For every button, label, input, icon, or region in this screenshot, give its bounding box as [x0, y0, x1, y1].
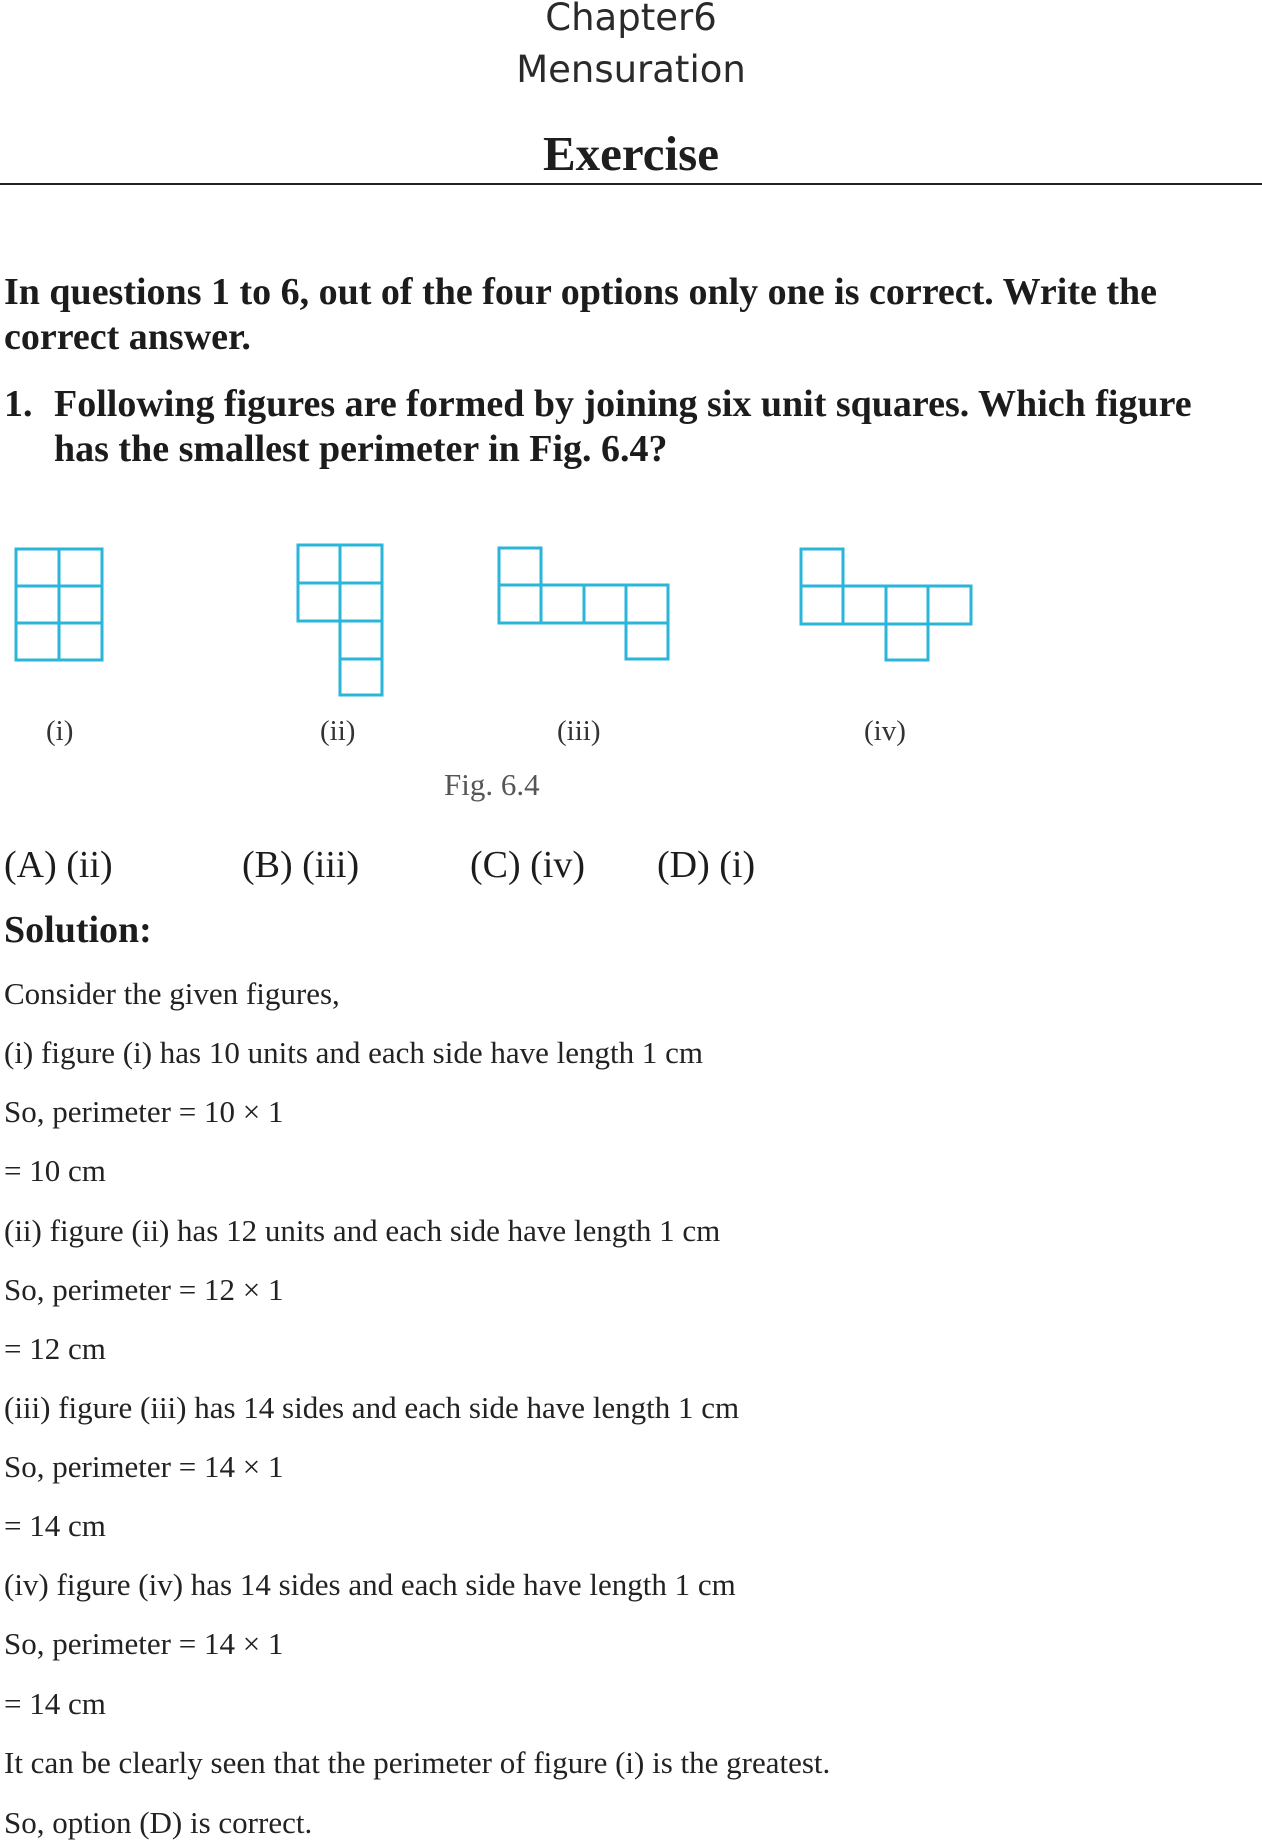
figure-label-iv: (iv) [864, 715, 906, 747]
option-d: (D) (i) [657, 844, 756, 886]
option-a: (A) (ii) [4, 844, 113, 886]
figure-iii-shape [499, 548, 668, 659]
solution-line: (iv) figure (iv) has 14 sides and each side have length 1 cm [4, 1567, 736, 1602]
solution-line: (iii) figure (iii) has 14 sides and each side have length 1 cm [4, 1390, 740, 1425]
solution-heading: Solution: [4, 909, 152, 951]
instructions-text: In questions 1 to 6, out of the four options only one is correct. Write the correct answer. [4, 271, 1158, 358]
chapter-subject: Mensuration [516, 48, 746, 91]
figure-label-i: (i) [46, 715, 74, 747]
question-text-line1: Following figures are formed by joining six unit squares. Which figure [54, 383, 1192, 425]
solution-line: = 14 cm [4, 1686, 106, 1721]
question-number: 1. [4, 383, 33, 425]
chapter-label: Chapter6 [545, 0, 717, 39]
question-text-line2: has the smallest perimeter in Fig. 6.4? [54, 428, 668, 470]
option-b: (B) (iii) [242, 844, 360, 886]
figure-label-iii: (iii) [557, 715, 601, 747]
figure-iv-shape [801, 549, 971, 660]
solution-line: (i) figure (i) has 10 units and each side have length 1 cm [4, 1035, 703, 1070]
solution-line: = 14 cm [4, 1508, 106, 1543]
option-c: (C) (iv) [470, 844, 586, 886]
solution-line: It can be clearly seen that the perimeter of figure (i) is the greatest. [4, 1745, 831, 1780]
solution-line: So, perimeter = 14 × 1 [4, 1449, 284, 1484]
solution-line: So, option (D) is correct. [4, 1805, 313, 1840]
figure-caption: Fig. 6.4 [444, 767, 540, 802]
solution-line: So, perimeter = 12 × 1 [4, 1272, 284, 1307]
solution-line: Consider the given figures, [4, 976, 340, 1011]
solution-line: = 10 cm [4, 1153, 106, 1188]
figure-i [0, 0, 1262, 800]
figure-ii-shape [298, 545, 382, 695]
solution-line: So, perimeter = 10 × 1 [4, 1094, 284, 1129]
solution-line: = 12 cm [4, 1331, 106, 1366]
section-title: Exercise [543, 126, 719, 181]
figure-i-shape [16, 549, 102, 660]
solution-line: So, perimeter = 14 × 1 [4, 1626, 284, 1661]
solution-line: (ii) figure (ii) has 12 units and each side have length 1 cm [4, 1213, 721, 1248]
figure-label-ii: (ii) [320, 715, 356, 747]
